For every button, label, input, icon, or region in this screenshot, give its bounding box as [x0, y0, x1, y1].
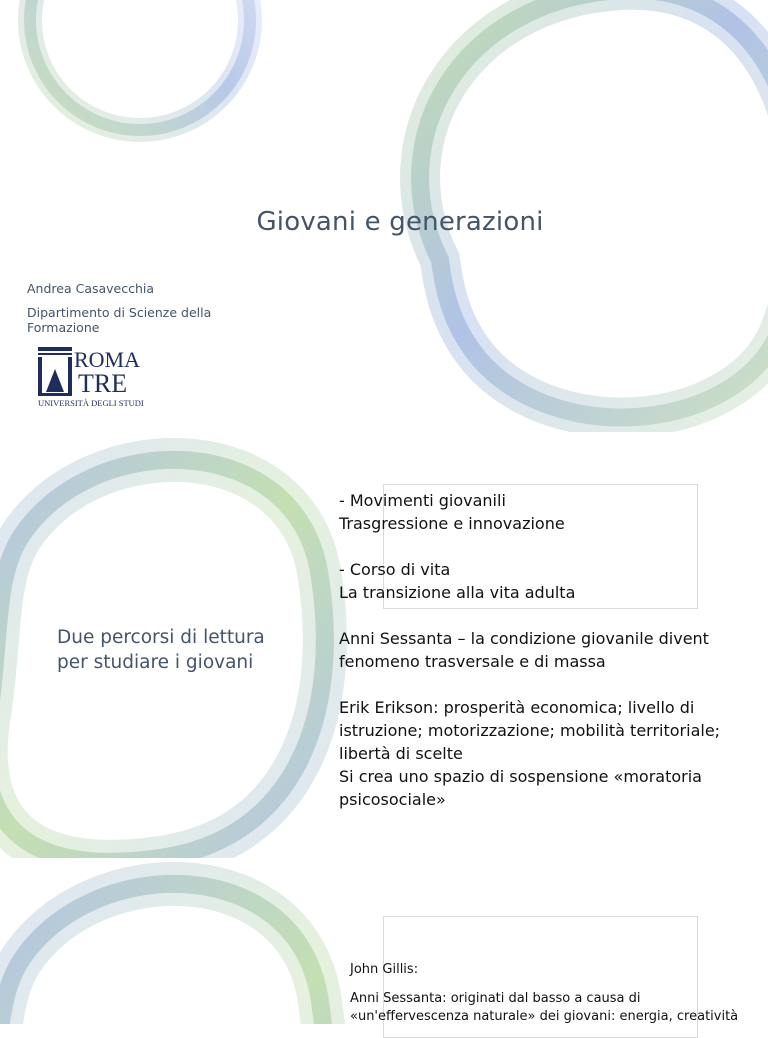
slide-1[interactable]: [0, 0, 768, 432]
ring-large-left: [0, 884, 325, 1024]
body-line: Anni Sessanta: originati dal basso a causa di: [350, 991, 641, 1006]
spacer: [339, 535, 759, 558]
body-line: - Corso di vita: [339, 560, 451, 579]
body-line: John Gillis:: [350, 962, 419, 977]
slide-2-body: [339, 489, 759, 811]
body-line: psicosociale»: [339, 790, 446, 809]
body-line: istruzione; motorizzazione; mobilità territoriale;: [339, 721, 721, 740]
ring-small-topleft: [30, 0, 250, 130]
body-line: Si crea uno spazio di sospensione «moratoria: [339, 767, 702, 786]
logo-word-roma: ROMA: [74, 347, 141, 372]
body-line: La transizione alla vita adulta: [339, 583, 576, 602]
body-line: fenomeno trasversale e di massa: [339, 652, 606, 671]
roma-tre-logo: [38, 347, 156, 409]
spacer: [339, 673, 759, 696]
body-line: Erik Erikson: prosperità economica; livello di: [339, 698, 695, 717]
section-title: Due percorsi di lettura per studiare i giovani: [57, 627, 265, 673]
author-name: Andrea Casavecchia: [27, 281, 155, 296]
body-line: libertà di scelte: [339, 744, 463, 763]
department-name: Dipartimento di Scienze della Formazione: [27, 305, 212, 335]
body-line: Anni Sessanta – la condizione giovanile divent: [339, 629, 709, 648]
logo-word-tre: TRE: [78, 369, 128, 398]
slide-title: Giovani e generazioni: [256, 207, 544, 237]
logo-caption: UNIVERSITÀ DEGLI STUDI: [38, 398, 144, 408]
body-line: «un'effervescenza naturale» dei giovani: energia, creatività: [350, 1009, 739, 1024]
spacer: [339, 604, 759, 627]
slide-3-body: [350, 961, 768, 1037]
body-line: - Movimenti giovanili: [339, 491, 506, 510]
body-line: Trasgressione e innovazione: [339, 514, 565, 533]
